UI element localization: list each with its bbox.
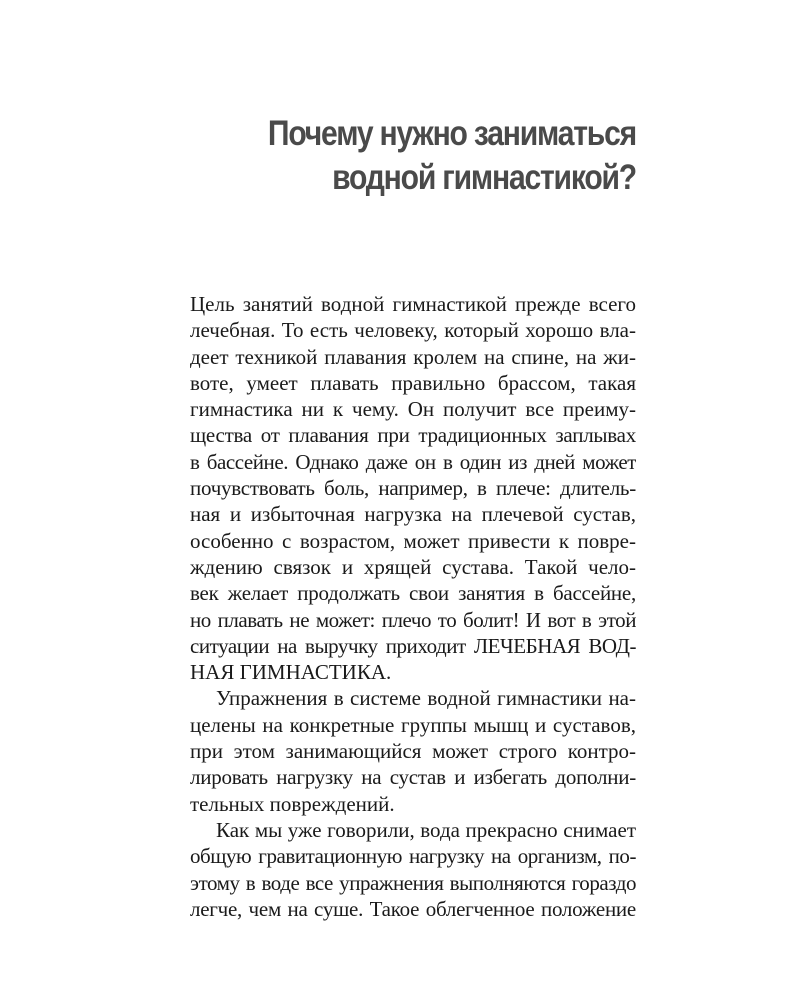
text-line: почувствовать боль, например, в плече: длитель- xyxy=(190,476,636,501)
text-line: целены на конкретные группы мышц и суставов, xyxy=(190,712,636,737)
text-line: НАЯ ГИМНАСТИКА. xyxy=(190,660,392,685)
text-line: щества от плавания при традиционных заплывах xyxy=(190,423,636,448)
chapter-title xyxy=(244,112,636,200)
text-line: легче, чем на суше. Такое облегченное положение xyxy=(190,896,636,921)
text-line: ная и избыточная нагрузка на плечевой сустав, xyxy=(190,502,636,527)
text-line: ситуации на выручку приходит ЛЕЧЕБНАЯ ВОД- xyxy=(190,633,636,658)
text-line: деет техникой плавания кролем на спине, на жи- xyxy=(190,344,636,369)
paragraph-2 xyxy=(190,685,636,816)
text-line: этому в воде все упражнения выполняются гораздо xyxy=(190,870,636,895)
text-line: Как мы уже говорили, вода прекрасно снимает xyxy=(216,817,636,842)
text-line: гимнастика ни к чему. Он получит все преиму- xyxy=(190,397,636,422)
text-line: тельных повреждений. xyxy=(190,791,395,816)
text-line: лировать нагрузку на сустав и избегать дополни- xyxy=(190,765,636,790)
chapter-title-line: Почему нужно заниматься xyxy=(267,114,636,153)
chapter-title-line: водной гимнастикой? xyxy=(332,158,636,197)
text-line: Упражнения в системе водной гимнастики на- xyxy=(216,686,636,711)
text-line: воте, умеет плавать правильно брассом, такая xyxy=(190,370,636,395)
text-line: общую гравитационную нагрузку на организм, по- xyxy=(190,844,636,869)
text-line: при этом занимающийся может строго контро- xyxy=(190,739,636,764)
paragraph-3 xyxy=(190,817,636,922)
body-text xyxy=(190,291,636,922)
text-line: век желает продолжать свои занятия в бассейне, xyxy=(190,581,636,606)
paragraph-1 xyxy=(190,291,636,685)
text-line: особенно с возрастом, может привести к повре- xyxy=(190,528,636,553)
text-line: Цель занятий водной гимнастикой прежде всего xyxy=(190,292,636,316)
text-line: ждению связок и хрящей сустава. Такой чело- xyxy=(190,554,636,579)
text-line: но плавать не может: плечо то болит! И вот в этой xyxy=(190,607,636,632)
text-line: в бассейне. Однако даже он в один из дней может xyxy=(190,449,636,474)
text-line: лечебная. То есть человеку, который хорошо вла- xyxy=(190,318,636,343)
